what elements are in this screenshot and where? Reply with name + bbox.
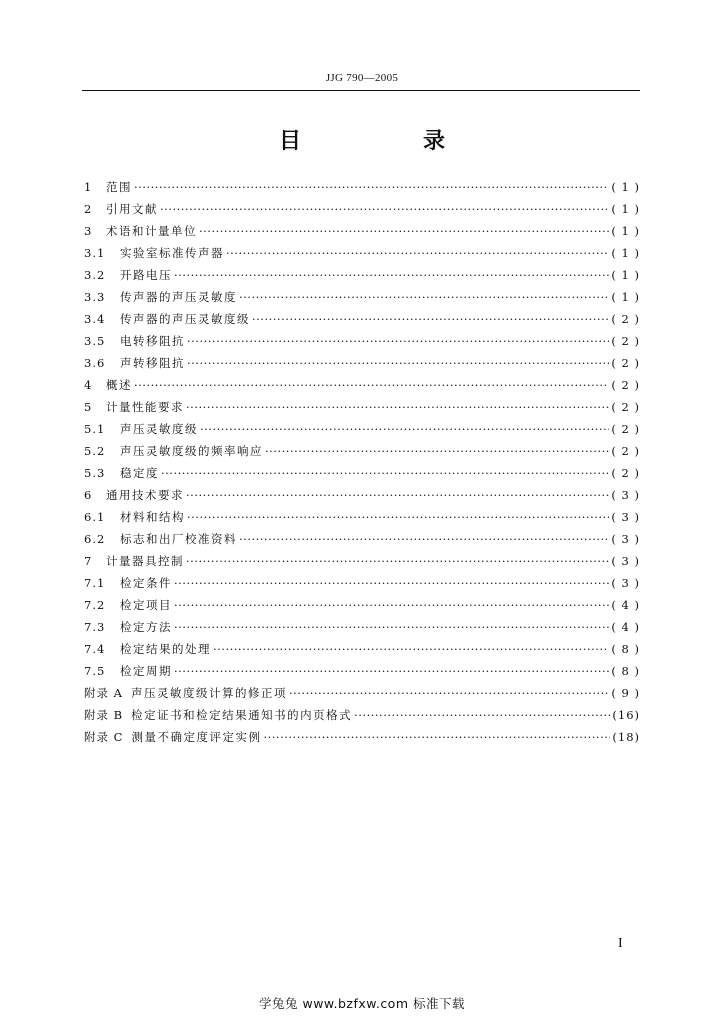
- toc-entry: [84, 330, 640, 352]
- toc-entry-number: 4: [84, 378, 93, 392]
- toc-entry-number: 7.4: [84, 642, 106, 656]
- toc-entry-page: ( 2 ): [611, 422, 640, 436]
- toc-dot-leader: [187, 506, 609, 528]
- toc-entry-number: 7.3: [84, 620, 106, 634]
- toc-entry-page: ( 2 ): [611, 312, 640, 326]
- toc-entry-page: (16): [612, 708, 640, 722]
- toc-entry-number: 3: [84, 224, 93, 238]
- toc-entry-label: 检定项目: [120, 598, 172, 612]
- toc-dot-leader: [199, 220, 609, 242]
- toc-entry-page: ( 1 ): [611, 202, 640, 216]
- toc-entry-page: ( 2 ): [611, 378, 640, 392]
- toc-entry-label: 术语和计量单位: [106, 224, 197, 238]
- toc-entry: [84, 176, 640, 198]
- toc-dot-leader: [200, 418, 609, 440]
- toc-entry-label: 检定结果的处理: [120, 642, 211, 656]
- toc-entry-page: ( 8 ): [611, 642, 640, 656]
- toc-entry: [84, 726, 640, 748]
- toc-dot-leader: [263, 726, 610, 748]
- toc-entry: [84, 352, 640, 374]
- toc-entry-number: 7.5: [84, 664, 106, 678]
- toc-entry-page: ( 9 ): [611, 686, 640, 700]
- toc-entry-number: 1: [84, 180, 93, 194]
- toc-entry-number: 3.4: [84, 312, 106, 326]
- toc-entry-page: ( 3 ): [611, 532, 640, 546]
- toc-entry: [84, 682, 640, 704]
- toc-dot-leader: [160, 198, 609, 220]
- toc-dot-leader: [187, 352, 609, 374]
- toc-entry-page: ( 3 ): [611, 488, 640, 502]
- toc-entry-page: ( 3 ): [611, 576, 640, 590]
- toc-entry-number: 7.1: [84, 576, 106, 590]
- toc-dot-leader: [174, 616, 609, 638]
- toc-entry-label: 声转移阻抗: [120, 356, 185, 370]
- toc-dot-leader: [186, 396, 609, 418]
- page-number: I: [618, 936, 623, 951]
- toc-entry-label: 通用技术要求: [106, 488, 184, 502]
- toc-entry-label: 检定条件: [120, 576, 172, 590]
- toc-dot-leader: [239, 528, 609, 550]
- toc-entry: [84, 616, 640, 638]
- toc-entry-number: 附录 C: [84, 730, 124, 744]
- toc-entry-number: 3.6: [84, 356, 106, 370]
- toc-entry-label: 声压灵敏度级计算的修正项: [130, 686, 287, 700]
- toc-entry-page: ( 1 ): [611, 290, 640, 304]
- toc-entry-label: 检定证书和检定结果通知书的内页格式: [131, 708, 353, 722]
- toc-entry-number: 6.2: [84, 532, 106, 546]
- toc-entry: [84, 572, 640, 594]
- table-of-contents: [84, 176, 640, 748]
- toc-entry-number: 3.3: [84, 290, 106, 304]
- toc-entry-number: 3.2: [84, 268, 106, 282]
- toc-entry-label: 检定周期: [120, 664, 172, 678]
- toc-entry: [84, 704, 640, 726]
- toc-entry-page: ( 2 ): [611, 356, 640, 370]
- toc-entry-page: ( 3 ): [611, 510, 640, 524]
- toc-entry-label: 传声器的声压灵敏度: [120, 290, 237, 304]
- toc-entry: [84, 440, 640, 462]
- toc-entry-number: 7.2: [84, 598, 106, 612]
- toc-entry-page: ( 2 ): [611, 400, 640, 414]
- toc-entry-label: 计量性能要求: [106, 400, 184, 414]
- toc-dot-leader: [161, 462, 609, 484]
- toc-entry-page: ( 2 ): [611, 466, 640, 480]
- toc-entry: [84, 528, 640, 550]
- toc-entry: [84, 638, 640, 660]
- toc-entry: [84, 660, 640, 682]
- toc-entry: [84, 198, 640, 220]
- toc-entry-label: 标志和出厂校准资料: [120, 532, 237, 546]
- toc-entry-number: 6: [84, 488, 93, 502]
- toc-entry-page: ( 8 ): [611, 664, 640, 678]
- toc-dot-leader: [252, 308, 609, 330]
- toc-entry-label: 声压灵敏度级的频率响应: [120, 444, 263, 458]
- toc-entry: [84, 220, 640, 242]
- toc-dot-leader: [174, 660, 609, 682]
- toc-dot-leader: [187, 330, 609, 352]
- toc-entry-label: 计量器具控制: [106, 554, 184, 568]
- toc-entry-page: ( 4 ): [611, 620, 640, 634]
- toc-entry-number: 5: [84, 400, 93, 414]
- standard-code-header: JJG 790—2005: [325, 72, 399, 84]
- toc-entry-label: 电转移阻抗: [120, 334, 185, 348]
- toc-entry-label: 引用文献: [106, 202, 158, 216]
- toc-dot-leader: [213, 638, 609, 660]
- toc-entry: [84, 506, 640, 528]
- toc-entry-number: 附录 A: [84, 686, 123, 700]
- toc-dot-leader: [186, 550, 609, 572]
- toc-entry-number: 6.1: [84, 510, 106, 524]
- toc-entry: [84, 418, 640, 440]
- toc-entry: [84, 308, 640, 330]
- toc-entry-number: 5.2: [84, 444, 106, 458]
- toc-dot-leader: [134, 374, 609, 396]
- toc-entry-page: ( 2 ): [611, 334, 640, 348]
- toc-entry-label: 实验室标准传声器: [120, 246, 224, 260]
- header-divider: [82, 90, 640, 91]
- toc-entry-label: 测量不确定度评定实例: [131, 730, 262, 744]
- toc-entry: [84, 286, 640, 308]
- toc-dot-leader: [134, 176, 609, 198]
- toc-entry-label: 传声器的声压灵敏度级: [120, 312, 250, 326]
- toc-entry-number: 2: [84, 202, 93, 216]
- toc-entry: [84, 484, 640, 506]
- toc-entry-page: ( 1 ): [611, 268, 640, 282]
- toc-entry-page: ( 4 ): [611, 598, 640, 612]
- toc-entry-page: (18): [612, 730, 640, 744]
- toc-entry-number: 附录 B: [84, 708, 124, 722]
- toc-dot-leader: [239, 286, 609, 308]
- toc-entry-page: ( 3 ): [611, 554, 640, 568]
- toc-dot-leader: [354, 704, 610, 726]
- toc-entry-label: 声压灵敏度级: [120, 422, 198, 436]
- toc-entry-page: ( 1 ): [611, 180, 640, 194]
- toc-entry-label: 材料和结构: [120, 510, 185, 524]
- toc-dot-leader: [174, 264, 609, 286]
- toc-dot-leader: [265, 440, 609, 462]
- toc-entry-label: 开路电压: [120, 268, 172, 282]
- toc-entry-page: ( 1 ): [611, 224, 640, 238]
- toc-entry-page: ( 2 ): [611, 444, 640, 458]
- toc-dot-leader: [186, 484, 609, 506]
- toc-entry: [84, 462, 640, 484]
- toc-entry-label: 概述: [106, 378, 132, 392]
- toc-entry: [84, 264, 640, 286]
- toc-entry-page: ( 1 ): [611, 246, 640, 260]
- toc-entry-label: 检定方法: [120, 620, 172, 634]
- toc-entry-number: 7: [84, 554, 93, 568]
- toc-entry-number: 5.3: [84, 466, 106, 480]
- footer-watermark: 学兔兔 www.bzfxw.com 标准下载: [259, 996, 465, 1011]
- toc-title: 目 录: [278, 129, 495, 154]
- toc-entry-label: 范围: [106, 180, 132, 194]
- toc-entry-number: 5.1: [84, 422, 106, 436]
- toc-entry: [84, 374, 640, 396]
- toc-entry: [84, 550, 640, 572]
- toc-dot-leader: [226, 242, 609, 264]
- toc-dot-leader: [174, 572, 609, 594]
- toc-entry-label: 稳定度: [120, 466, 159, 480]
- toc-dot-leader: [289, 682, 609, 704]
- toc-entry: [84, 396, 640, 418]
- toc-entry: [84, 594, 640, 616]
- toc-dot-leader: [174, 594, 609, 616]
- toc-entry-number: 3.1: [84, 246, 106, 260]
- toc-entry-number: 3.5: [84, 334, 106, 348]
- toc-entry: [84, 242, 640, 264]
